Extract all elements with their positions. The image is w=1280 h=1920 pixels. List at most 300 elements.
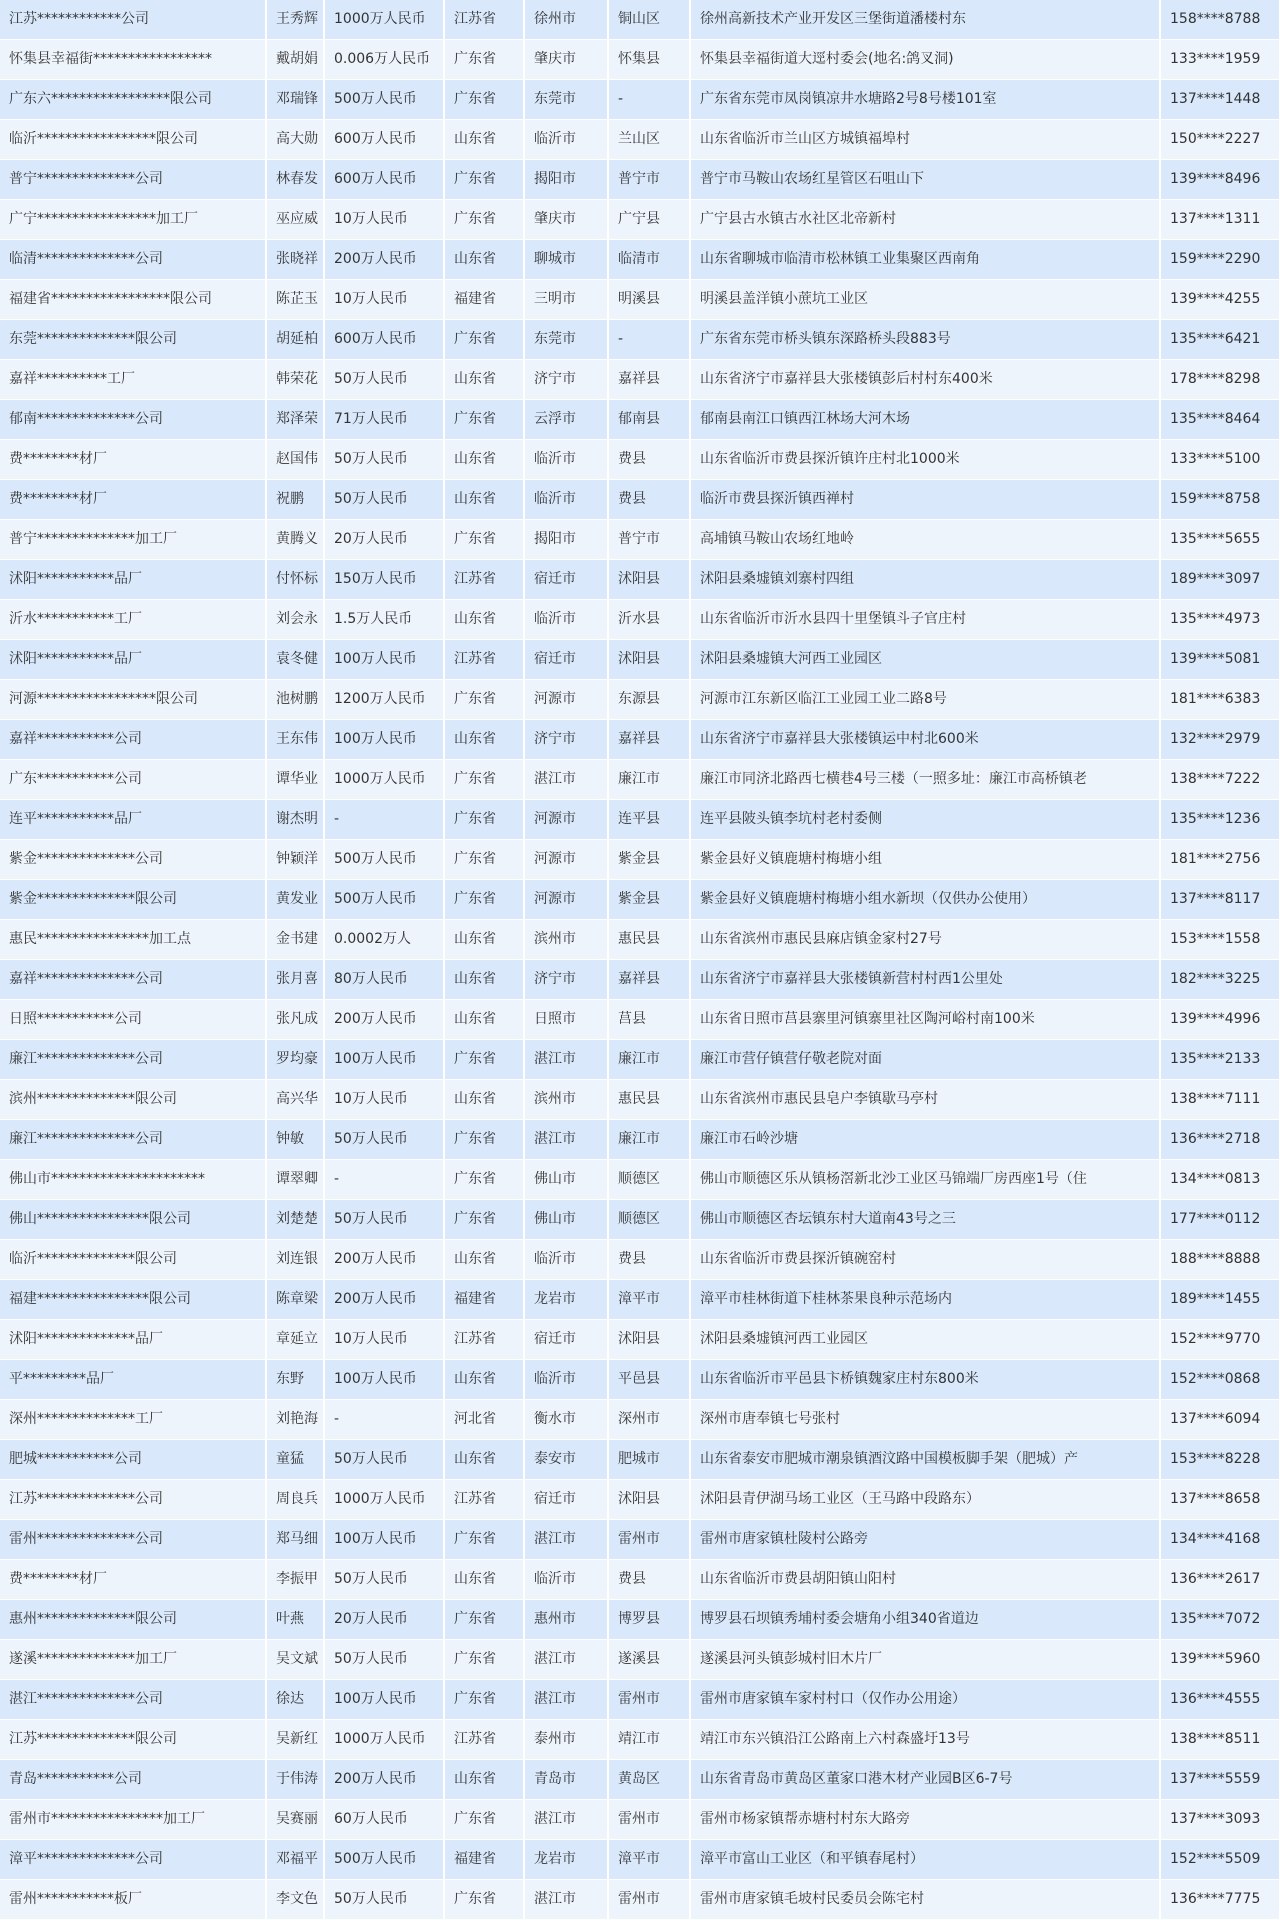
phone-cell: 135****2133 xyxy=(1160,1040,1280,1080)
city-cell: 湛江市 xyxy=(524,1880,608,1920)
legal-person-cell: 吴新红 xyxy=(266,1720,324,1760)
company-cell: 江苏**************公司 xyxy=(0,1480,266,1520)
legal-person-cell: 张月喜 xyxy=(266,960,324,1000)
address-cell: 明溪县盖洋镇小蔗坑工业区 xyxy=(690,280,1160,320)
table-row xyxy=(0,40,1280,80)
company-cell: 东莞**************限公司 xyxy=(0,320,266,360)
district-cell: 费县 xyxy=(608,1560,690,1600)
capital-cell: 50万人民币 xyxy=(324,1200,444,1240)
legal-person-cell: 李振甲 xyxy=(266,1560,324,1600)
table-row xyxy=(0,400,1280,440)
table-row xyxy=(0,520,1280,560)
province-cell: 福建省 xyxy=(444,1840,524,1880)
legal-person-cell: 郑马细 xyxy=(266,1520,324,1560)
district-cell: 郁南县 xyxy=(608,400,690,440)
district-cell: 嘉祥县 xyxy=(608,720,690,760)
table-row xyxy=(0,1440,1280,1480)
province-cell: 山东省 xyxy=(444,720,524,760)
province-cell: 广东省 xyxy=(444,1880,524,1920)
province-cell: 广东省 xyxy=(444,1600,524,1640)
province-cell: 山东省 xyxy=(444,1440,524,1480)
legal-person-cell: 池树鹏 xyxy=(266,680,324,720)
company-cell: 廉江**************公司 xyxy=(0,1120,266,1160)
address-cell: 山东省泰安市肥城市潮泉镇酒汶路中国模板脚手架（肥城）产 xyxy=(690,1440,1160,1480)
address-cell: 山东省临沂市费县探沂镇碗窑村 xyxy=(690,1240,1160,1280)
capital-cell: 10万人民币 xyxy=(324,280,444,320)
legal-person-cell: 胡延柏 xyxy=(266,320,324,360)
capital-cell: 1000万人民币 xyxy=(324,0,444,40)
province-cell: 广东省 xyxy=(444,40,524,80)
company-cell: 福建省*****************限公司 xyxy=(0,280,266,320)
table-row xyxy=(0,1880,1280,1920)
company-cell: 沭阳***********品厂 xyxy=(0,640,266,680)
province-cell: 广东省 xyxy=(444,1120,524,1160)
company-cell: 普宁**************公司 xyxy=(0,160,266,200)
capital-cell: 0.0002万人 xyxy=(324,920,444,960)
district-cell: 靖江市 xyxy=(608,1720,690,1760)
capital-cell: 50万人民币 xyxy=(324,1440,444,1480)
address-cell: 遂溪县河头镇彭城村旧木片厂 xyxy=(690,1640,1160,1680)
company-cell: 广东六*****************限公司 xyxy=(0,80,266,120)
capital-cell: 10万人民币 xyxy=(324,1320,444,1360)
district-cell: 沂水县 xyxy=(608,600,690,640)
legal-person-cell: 袁冬健 xyxy=(266,640,324,680)
table-row xyxy=(0,640,1280,680)
district-cell: 漳平市 xyxy=(608,1840,690,1880)
company-cell: 雷州***********板厂 xyxy=(0,1880,266,1920)
table-row xyxy=(0,1080,1280,1120)
district-cell: - xyxy=(608,80,690,120)
company-cell: 惠民****************加工点 xyxy=(0,920,266,960)
phone-cell: 136****7775 xyxy=(1160,1880,1280,1920)
district-cell: 莒县 xyxy=(608,1000,690,1040)
district-cell: 雷州市 xyxy=(608,1880,690,1920)
district-cell: 顺德区 xyxy=(608,1160,690,1200)
district-cell: 费县 xyxy=(608,1240,690,1280)
city-cell: 佛山市 xyxy=(524,1160,608,1200)
province-cell: 山东省 xyxy=(444,1760,524,1800)
table-row xyxy=(0,960,1280,1000)
city-cell: 滨州市 xyxy=(524,1080,608,1120)
district-cell: 嘉祥县 xyxy=(608,360,690,400)
province-cell: 广东省 xyxy=(444,880,524,920)
company-cell: 深州**************工厂 xyxy=(0,1400,266,1440)
city-cell: 河源市 xyxy=(524,680,608,720)
legal-person-cell: 谭华业 xyxy=(266,760,324,800)
phone-cell: 136****4555 xyxy=(1160,1680,1280,1720)
company-cell: 平*********品厂 xyxy=(0,1360,266,1400)
company-cell: 费********材厂 xyxy=(0,480,266,520)
province-cell: 广东省 xyxy=(444,1520,524,1560)
phone-cell: 138****7222 xyxy=(1160,760,1280,800)
company-cell: 廉江**************公司 xyxy=(0,1040,266,1080)
city-cell: 济宁市 xyxy=(524,960,608,1000)
city-cell: 肇庆市 xyxy=(524,200,608,240)
company-cell: 沭阳**************品厂 xyxy=(0,1320,266,1360)
district-cell: 普宁市 xyxy=(608,520,690,560)
table-row xyxy=(0,0,1280,40)
city-cell: 湛江市 xyxy=(524,1520,608,1560)
province-cell: 河北省 xyxy=(444,1400,524,1440)
province-cell: 山东省 xyxy=(444,1240,524,1280)
legal-person-cell: 王东伟 xyxy=(266,720,324,760)
address-cell: 广宁县古水镇古水社区北帝新村 xyxy=(690,200,1160,240)
capital-cell: 50万人民币 xyxy=(324,1880,444,1920)
legal-person-cell: 郑泽荣 xyxy=(266,400,324,440)
address-cell: 雷州市唐家镇毛坡村民委员会陈宅村 xyxy=(690,1880,1160,1920)
city-cell: 青岛市 xyxy=(524,1760,608,1800)
province-cell: 广东省 xyxy=(444,840,524,880)
company-cell: 江苏************公司 xyxy=(0,0,266,40)
legal-person-cell: 谢杰明 xyxy=(266,800,324,840)
table-row xyxy=(0,720,1280,760)
district-cell: 费县 xyxy=(608,480,690,520)
phone-cell: 152****9770 xyxy=(1160,1320,1280,1360)
city-cell: 湛江市 xyxy=(524,1640,608,1680)
legal-person-cell: 祝鹏 xyxy=(266,480,324,520)
legal-person-cell: 童猛 xyxy=(266,1440,324,1480)
district-cell: 费县 xyxy=(608,440,690,480)
address-cell: 郁南县南江口镇西江林场大河木场 xyxy=(690,400,1160,440)
district-cell: 连平县 xyxy=(608,800,690,840)
province-cell: 广东省 xyxy=(444,200,524,240)
table-row xyxy=(0,80,1280,120)
city-cell: 临沂市 xyxy=(524,1240,608,1280)
address-cell: 山东省临沂市兰山区方城镇福埠村 xyxy=(690,120,1160,160)
district-cell: 沭阳县 xyxy=(608,1320,690,1360)
table-row xyxy=(0,840,1280,880)
address-cell: 佛山市顺德区杏坛镇东村大道南43号之三 xyxy=(690,1200,1160,1240)
capital-cell: 50万人民币 xyxy=(324,480,444,520)
capital-cell: 500万人民币 xyxy=(324,80,444,120)
address-cell: 雷州市杨家镇帮赤塘村村东大路旁 xyxy=(690,1800,1160,1840)
legal-person-cell: 叶燕 xyxy=(266,1600,324,1640)
address-cell: 沭阳县桑墟镇刘寨村四组 xyxy=(690,560,1160,600)
city-cell: 揭阳市 xyxy=(524,520,608,560)
district-cell: 东源县 xyxy=(608,680,690,720)
city-cell: 临沂市 xyxy=(524,1360,608,1400)
city-cell: 日照市 xyxy=(524,1000,608,1040)
city-cell: 河源市 xyxy=(524,840,608,880)
capital-cell: 600万人民币 xyxy=(324,120,444,160)
address-cell: 山东省日照市莒县寨里河镇寨里社区陶河峪村南100米 xyxy=(690,1000,1160,1040)
address-cell: 漳平市富山工业区（和平镇春尾村） xyxy=(690,1840,1160,1880)
company-cell: 雷州市****************加工厂 xyxy=(0,1800,266,1840)
phone-cell: 139****4255 xyxy=(1160,280,1280,320)
company-cell: 江苏**************限公司 xyxy=(0,1720,266,1760)
legal-person-cell: 章延立 xyxy=(266,1320,324,1360)
phone-cell: 178****8298 xyxy=(1160,360,1280,400)
address-cell: 山东省滨州市惠民县麻店镇金家村27号 xyxy=(690,920,1160,960)
city-cell: 佛山市 xyxy=(524,1200,608,1240)
legal-person-cell: 周良兵 xyxy=(266,1480,324,1520)
province-cell: 山东省 xyxy=(444,1080,524,1120)
city-cell: 聊城市 xyxy=(524,240,608,280)
address-cell: 山东省临沂市沂水县四十里堡镇斗子官庄村 xyxy=(690,600,1160,640)
province-cell: 广东省 xyxy=(444,1640,524,1680)
address-cell: 怀集县幸福街道大逕村委会(地名:鸽叉洞) xyxy=(690,40,1160,80)
legal-person-cell: 钟敏 xyxy=(266,1120,324,1160)
city-cell: 龙岩市 xyxy=(524,1280,608,1320)
phone-cell: 159****8758 xyxy=(1160,480,1280,520)
address-cell: 广东省东莞市桥头镇东深路桥头段883号 xyxy=(690,320,1160,360)
capital-cell: 150万人民币 xyxy=(324,560,444,600)
province-cell: 广东省 xyxy=(444,760,524,800)
phone-cell: 189****3097 xyxy=(1160,560,1280,600)
phone-cell: 134****0813 xyxy=(1160,1160,1280,1200)
phone-cell: 137****1448 xyxy=(1160,80,1280,120)
district-cell: 怀集县 xyxy=(608,40,690,80)
legal-person-cell: 刘连银 xyxy=(266,1240,324,1280)
address-cell: 沭阳县桑墟镇大河西工业园区 xyxy=(690,640,1160,680)
province-cell: 广东省 xyxy=(444,800,524,840)
capital-cell: 80万人民币 xyxy=(324,960,444,1000)
city-cell: 宿迁市 xyxy=(524,1320,608,1360)
district-cell: 沭阳县 xyxy=(608,1480,690,1520)
province-cell: 山东省 xyxy=(444,480,524,520)
phone-cell: 177****0112 xyxy=(1160,1200,1280,1240)
city-cell: 临沂市 xyxy=(524,480,608,520)
table-row xyxy=(0,200,1280,240)
phone-cell: 188****8888 xyxy=(1160,1240,1280,1280)
company-cell: 临沂**************限公司 xyxy=(0,1240,266,1280)
city-cell: 湛江市 xyxy=(524,1120,608,1160)
table-row xyxy=(0,880,1280,920)
capital-cell: 600万人民币 xyxy=(324,320,444,360)
legal-person-cell: 徐达 xyxy=(266,1680,324,1720)
legal-person-cell: 赵国伟 xyxy=(266,440,324,480)
address-cell: 紫金县好义镇鹿塘村梅塘小组 xyxy=(690,840,1160,880)
phone-cell: 152****5509 xyxy=(1160,1840,1280,1880)
district-cell: 平邑县 xyxy=(608,1360,690,1400)
city-cell: 临沂市 xyxy=(524,440,608,480)
table-row xyxy=(0,1720,1280,1760)
company-cell: 普宁**************加工厂 xyxy=(0,520,266,560)
company-cell: 青岛***********公司 xyxy=(0,1760,266,1800)
capital-cell: 50万人民币 xyxy=(324,1640,444,1680)
phone-cell: 135****6421 xyxy=(1160,320,1280,360)
capital-cell: - xyxy=(324,1400,444,1440)
district-cell: 雷州市 xyxy=(608,1680,690,1720)
phone-cell: 139****5081 xyxy=(1160,640,1280,680)
address-cell: 山东省青岛市黄岛区董家口港木材产业园B区6-7号 xyxy=(690,1760,1160,1800)
table-row xyxy=(0,120,1280,160)
phone-cell: 189****1455 xyxy=(1160,1280,1280,1320)
address-cell: 沭阳县青伊湖马场工业区（王马路中段路东） xyxy=(690,1480,1160,1520)
phone-cell: 133****5100 xyxy=(1160,440,1280,480)
table-row xyxy=(0,1160,1280,1200)
capital-cell: 71万人民币 xyxy=(324,400,444,440)
province-cell: 山东省 xyxy=(444,120,524,160)
legal-person-cell: 吴赛丽 xyxy=(266,1800,324,1840)
company-cell: 广宁*****************加工厂 xyxy=(0,200,266,240)
phone-cell: 138****8511 xyxy=(1160,1720,1280,1760)
city-cell: 揭阳市 xyxy=(524,160,608,200)
table-row xyxy=(0,1560,1280,1600)
phone-cell: 152****0868 xyxy=(1160,1360,1280,1400)
province-cell: 江苏省 xyxy=(444,640,524,680)
capital-cell: 100万人民币 xyxy=(324,1520,444,1560)
city-cell: 济宁市 xyxy=(524,360,608,400)
address-cell: 连平县陂头镇李坑村老村委侧 xyxy=(690,800,1160,840)
district-cell: 嘉祥县 xyxy=(608,960,690,1000)
phone-cell: 139****8496 xyxy=(1160,160,1280,200)
phone-cell: 181****2756 xyxy=(1160,840,1280,880)
phone-cell: 181****6383 xyxy=(1160,680,1280,720)
address-cell: 普宁市马鞍山农场红星管区石咀山下 xyxy=(690,160,1160,200)
district-cell: 深州市 xyxy=(608,1400,690,1440)
phone-cell: 135****7072 xyxy=(1160,1600,1280,1640)
table-row xyxy=(0,1120,1280,1160)
legal-person-cell: 谭翠卿 xyxy=(266,1160,324,1200)
city-cell: 临沂市 xyxy=(524,600,608,640)
city-cell: 滨州市 xyxy=(524,920,608,960)
table-row xyxy=(0,280,1280,320)
province-cell: 福建省 xyxy=(444,1280,524,1320)
company-cell: 临沂*****************限公司 xyxy=(0,120,266,160)
legal-person-cell: 陈芷玉 xyxy=(266,280,324,320)
company-cell: 河源*****************限公司 xyxy=(0,680,266,720)
company-cell: 沂水***********工厂 xyxy=(0,600,266,640)
company-cell: 日照***********公司 xyxy=(0,1000,266,1040)
city-cell: 宿迁市 xyxy=(524,560,608,600)
capital-cell: 600万人民币 xyxy=(324,160,444,200)
address-cell: 山东省滨州市惠民县皂户李镇歇马亭村 xyxy=(690,1080,1160,1120)
phone-cell: 153****1558 xyxy=(1160,920,1280,960)
phone-cell: 159****2290 xyxy=(1160,240,1280,280)
address-cell: 山东省临沂市平邑县卞桥镇魏家庄村东800米 xyxy=(690,1360,1160,1400)
legal-person-cell: 王秀辉 xyxy=(266,0,324,40)
city-cell: 湛江市 xyxy=(524,1800,608,1840)
phone-cell: 133****1959 xyxy=(1160,40,1280,80)
province-cell: 山东省 xyxy=(444,960,524,1000)
address-cell: 山东省聊城市临清市松林镇工业集聚区西南角 xyxy=(690,240,1160,280)
district-cell: 沭阳县 xyxy=(608,640,690,680)
company-cell: 嘉祥***********公司 xyxy=(0,720,266,760)
city-cell: 宿迁市 xyxy=(524,1480,608,1520)
capital-cell: 200万人民币 xyxy=(324,1240,444,1280)
capital-cell: 100万人民币 xyxy=(324,1680,444,1720)
capital-cell: 0.006万人民币 xyxy=(324,40,444,80)
company-cell: 紫金**************限公司 xyxy=(0,880,266,920)
province-cell: 广东省 xyxy=(444,1040,524,1080)
district-cell: 普宁市 xyxy=(608,160,690,200)
province-cell: 江苏省 xyxy=(444,0,524,40)
phone-cell: 139****5960 xyxy=(1160,1640,1280,1680)
district-cell: 兰山区 xyxy=(608,120,690,160)
legal-person-cell: 戴胡娟 xyxy=(266,40,324,80)
company-cell: 费********材厂 xyxy=(0,440,266,480)
province-cell: 山东省 xyxy=(444,240,524,280)
table-row xyxy=(0,920,1280,960)
capital-cell: 100万人民币 xyxy=(324,720,444,760)
province-cell: 广东省 xyxy=(444,1200,524,1240)
phone-cell: 138****7111 xyxy=(1160,1080,1280,1120)
address-cell: 山东省济宁市嘉祥县大张楼镇运中村北600米 xyxy=(690,720,1160,760)
province-cell: 广东省 xyxy=(444,400,524,440)
city-cell: 云浮市 xyxy=(524,400,608,440)
address-cell: 佛山市顺德区乐从镇杨滘新北沙工业区马锦端厂房西座1号（住 xyxy=(690,1160,1160,1200)
table-row xyxy=(0,1000,1280,1040)
company-cell: 遂溪**************加工厂 xyxy=(0,1640,266,1680)
province-cell: 广东省 xyxy=(444,160,524,200)
table-row xyxy=(0,1760,1280,1800)
city-cell: 湛江市 xyxy=(524,1040,608,1080)
legal-person-cell: 黄发业 xyxy=(266,880,324,920)
table-row xyxy=(0,600,1280,640)
company-cell: 雷州**************公司 xyxy=(0,1520,266,1560)
capital-cell: 10万人民币 xyxy=(324,1080,444,1120)
phone-cell: 137****3093 xyxy=(1160,1800,1280,1840)
capital-cell: 200万人民币 xyxy=(324,240,444,280)
province-cell: 福建省 xyxy=(444,280,524,320)
city-cell: 济宁市 xyxy=(524,720,608,760)
address-cell: 靖江市东兴镇沿江公路南上六村森盛圩13号 xyxy=(690,1720,1160,1760)
city-cell: 湛江市 xyxy=(524,760,608,800)
legal-person-cell: 于伟涛 xyxy=(266,1760,324,1800)
legal-person-cell: 邓瑞锋 xyxy=(266,80,324,120)
phone-cell: 137****8658 xyxy=(1160,1480,1280,1520)
table-row xyxy=(0,1280,1280,1320)
table-row xyxy=(0,1360,1280,1400)
district-cell: 惠民县 xyxy=(608,1080,690,1120)
province-cell: 山东省 xyxy=(444,360,524,400)
phone-cell: 136****2718 xyxy=(1160,1120,1280,1160)
company-cell: 费********材厂 xyxy=(0,1560,266,1600)
legal-person-cell: 李文色 xyxy=(266,1880,324,1920)
table-row xyxy=(0,480,1280,520)
district-cell: 广宁县 xyxy=(608,200,690,240)
capital-cell: 60万人民币 xyxy=(324,1800,444,1840)
legal-person-cell: 刘艳海 xyxy=(266,1400,324,1440)
city-cell: 肇庆市 xyxy=(524,40,608,80)
phone-cell: 132****2979 xyxy=(1160,720,1280,760)
district-cell: 临清市 xyxy=(608,240,690,280)
company-cell: 肥城***********公司 xyxy=(0,1440,266,1480)
company-cell: 紫金**************公司 xyxy=(0,840,266,880)
legal-person-cell: 韩荣花 xyxy=(266,360,324,400)
company-cell: 连平***********品厂 xyxy=(0,800,266,840)
capital-cell: 100万人民币 xyxy=(324,640,444,680)
phone-cell: 136****2617 xyxy=(1160,1560,1280,1600)
table-row xyxy=(0,1320,1280,1360)
address-cell: 广东省东莞市凤岗镇凉井水塘路2号8号楼101室 xyxy=(690,80,1160,120)
district-cell: 沭阳县 xyxy=(608,560,690,600)
address-cell: 雷州市唐家镇杜陵村公路旁 xyxy=(690,1520,1160,1560)
address-cell: 河源市江东新区临江工业园工业二路8号 xyxy=(690,680,1160,720)
phone-cell: 135****1236 xyxy=(1160,800,1280,840)
capital-cell: 50万人民币 xyxy=(324,360,444,400)
table-row xyxy=(0,1840,1280,1880)
capital-cell: 50万人民币 xyxy=(324,1120,444,1160)
district-cell: 铜山区 xyxy=(608,0,690,40)
table-row xyxy=(0,1520,1280,1560)
table-row xyxy=(0,1600,1280,1640)
city-cell: 临沂市 xyxy=(524,1560,608,1600)
phone-cell: 135****5655 xyxy=(1160,520,1280,560)
province-cell: 广东省 xyxy=(444,520,524,560)
legal-person-cell: 高大勋 xyxy=(266,120,324,160)
capital-cell: - xyxy=(324,800,444,840)
table-row xyxy=(0,1240,1280,1280)
company-cell: 沭阳***********品厂 xyxy=(0,560,266,600)
city-cell: 河源市 xyxy=(524,880,608,920)
capital-cell: 200万人民币 xyxy=(324,1280,444,1320)
capital-cell: 50万人民币 xyxy=(324,1560,444,1600)
address-cell: 紫金县好义镇鹿塘村梅塘小组水新坝（仅供办公使用） xyxy=(690,880,1160,920)
table-row xyxy=(0,760,1280,800)
district-cell: 惠民县 xyxy=(608,920,690,960)
